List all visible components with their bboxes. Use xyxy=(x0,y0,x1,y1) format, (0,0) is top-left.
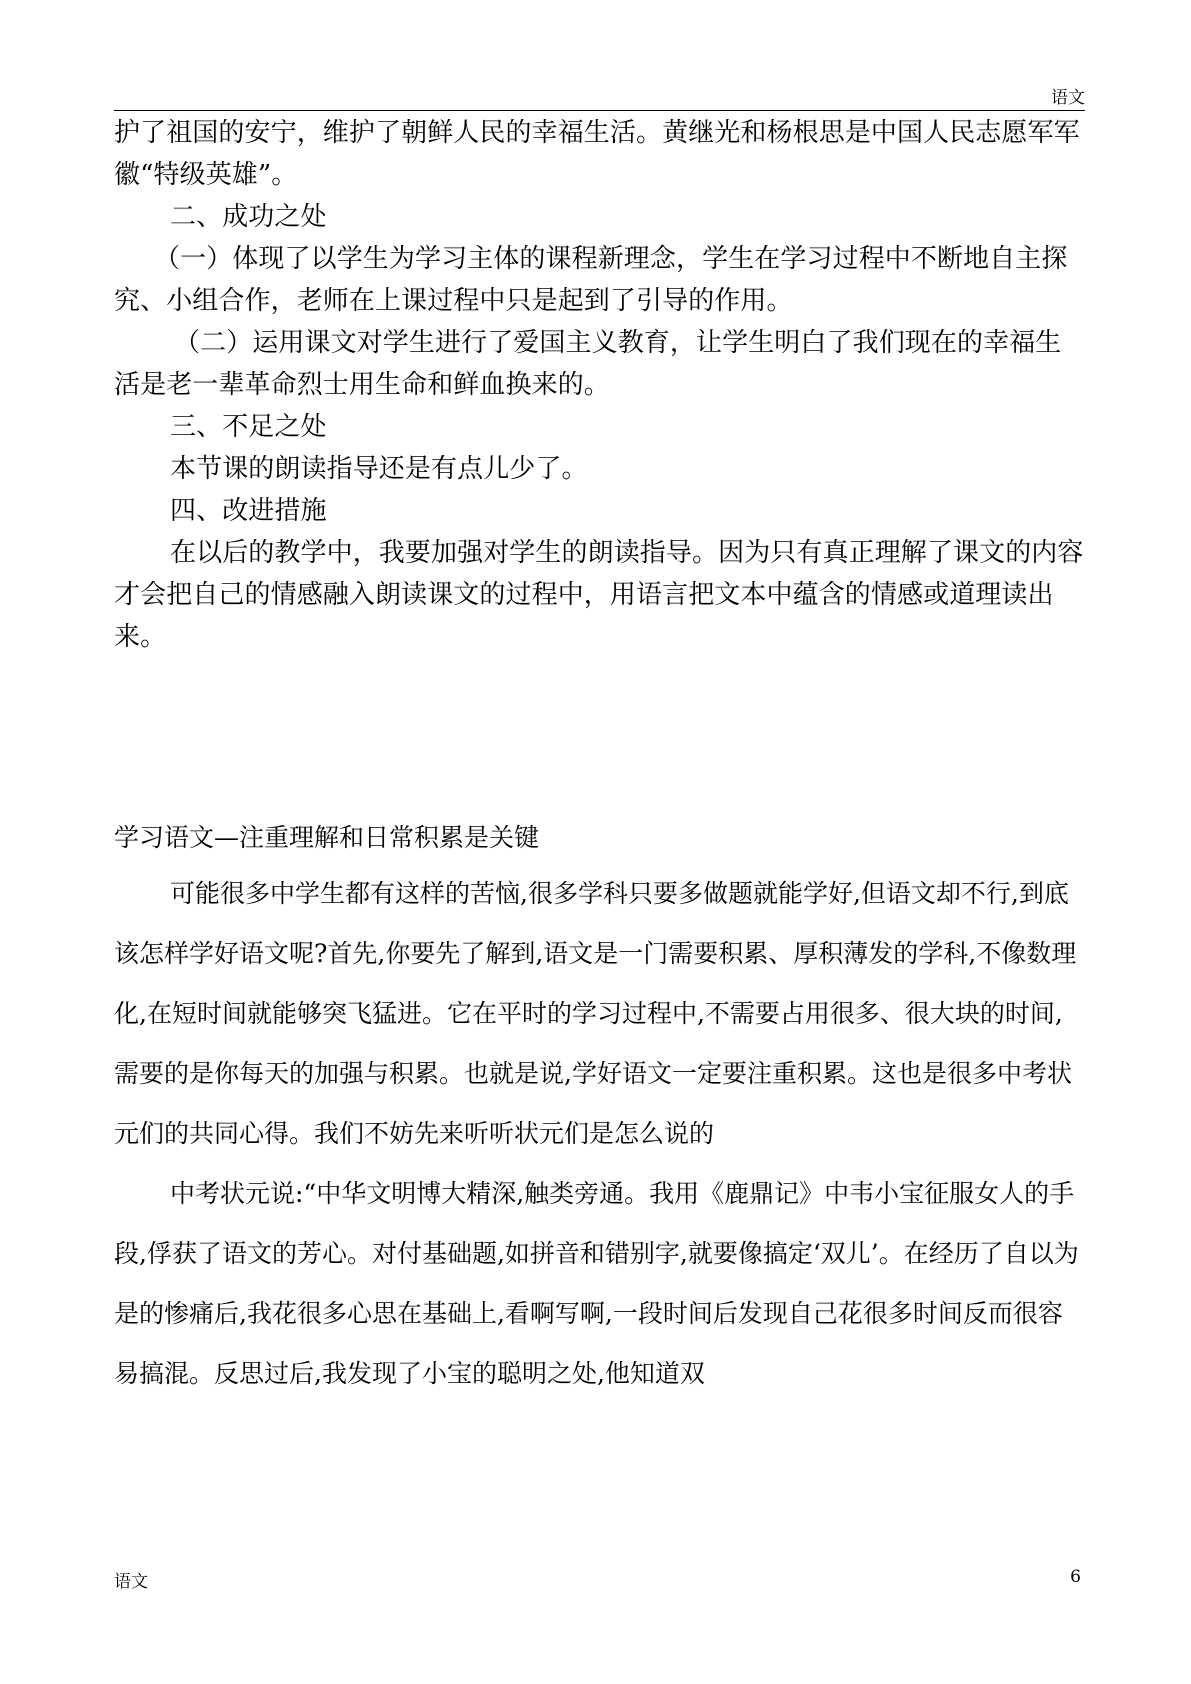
paragraph-continuation: 护了祖国的安宁，维护了朝鲜人民的幸福生活。黄继光和杨根思是中国人民志愿军军徽“特级英雄”。 xyxy=(114,118,1080,190)
heading-success: 二、成功之处 xyxy=(170,202,327,232)
paragraph-improvements: 在以后的教学中，我要加强对学生的朗读指导。因为只有真正理解了课文的内容才会把自己的情感融入朗读课文的过程中，用语言把文本中蕴含的情感或道理读出来。 xyxy=(114,538,1084,652)
heading-shortcomings: 三、不足之处 xyxy=(170,412,327,442)
section-gap xyxy=(114,658,1086,818)
header-rule xyxy=(114,110,1085,111)
header-label: 语文 xyxy=(1051,88,1085,108)
paragraph-shortcomings: 本节课的朗读指导还是有点儿少了。 xyxy=(170,454,588,484)
article-paragraph-2: 中考状元说:“中华文明博大精深,触类旁通。我用《鹿鼎记》中韦小宝征服女人的手段,俘获了语文的芳心。对付基础题,如拼音和错别字,就要像搞定‘双儿’。在经历了自以为是的惨痛后,我花很多心思在基础上,看啊写啊,一段时间后发现自己花很多时间反而很容易搞混。反思过后,我发现了小宝的聪明之处,他知道双 xyxy=(114,1179,1079,1388)
page-content xyxy=(114,112,1086,1404)
paragraph-success-1: （一）体现了以学生为学习主体的课程新理念，学生在学习过程中不断地自主探究、小组合作，老师在上课过程中只是起到了引导的作用。 xyxy=(114,244,1068,316)
paragraph-success-2: （二）运用课文对学生进行了爱国主义教育，让学生明白了我们现在的幸福生活是老一辈革命烈士用生命和鲜血换来的。 xyxy=(114,328,1062,400)
page-number: 6 xyxy=(1070,1567,1081,1587)
article-title: 学习语文—注重理解和日常积累是关键 xyxy=(114,823,540,852)
footer-label: 语文 xyxy=(114,1572,148,1592)
heading-improvements: 四、改进措施 xyxy=(170,496,327,526)
article-paragraph-1: 可能很多中学生都有这样的苦恼,很多学科只要多做题就能学好,但语文却不行,到底该怎样学好语文呢?首先,你要先了解到,语文是一门需要积累、厚积薄发的学科,不像数理化,在短时间就能够突飞猛进。它在平时的学习过程中,不需要占用很多、很大块的时间,需要的是你每天的加强与积累。也就是说,学好语文一定要注重积累。这也是很多中考状元们的共同心得。我们不妨先来听听状元们是怎么说的 xyxy=(114,879,1077,1148)
